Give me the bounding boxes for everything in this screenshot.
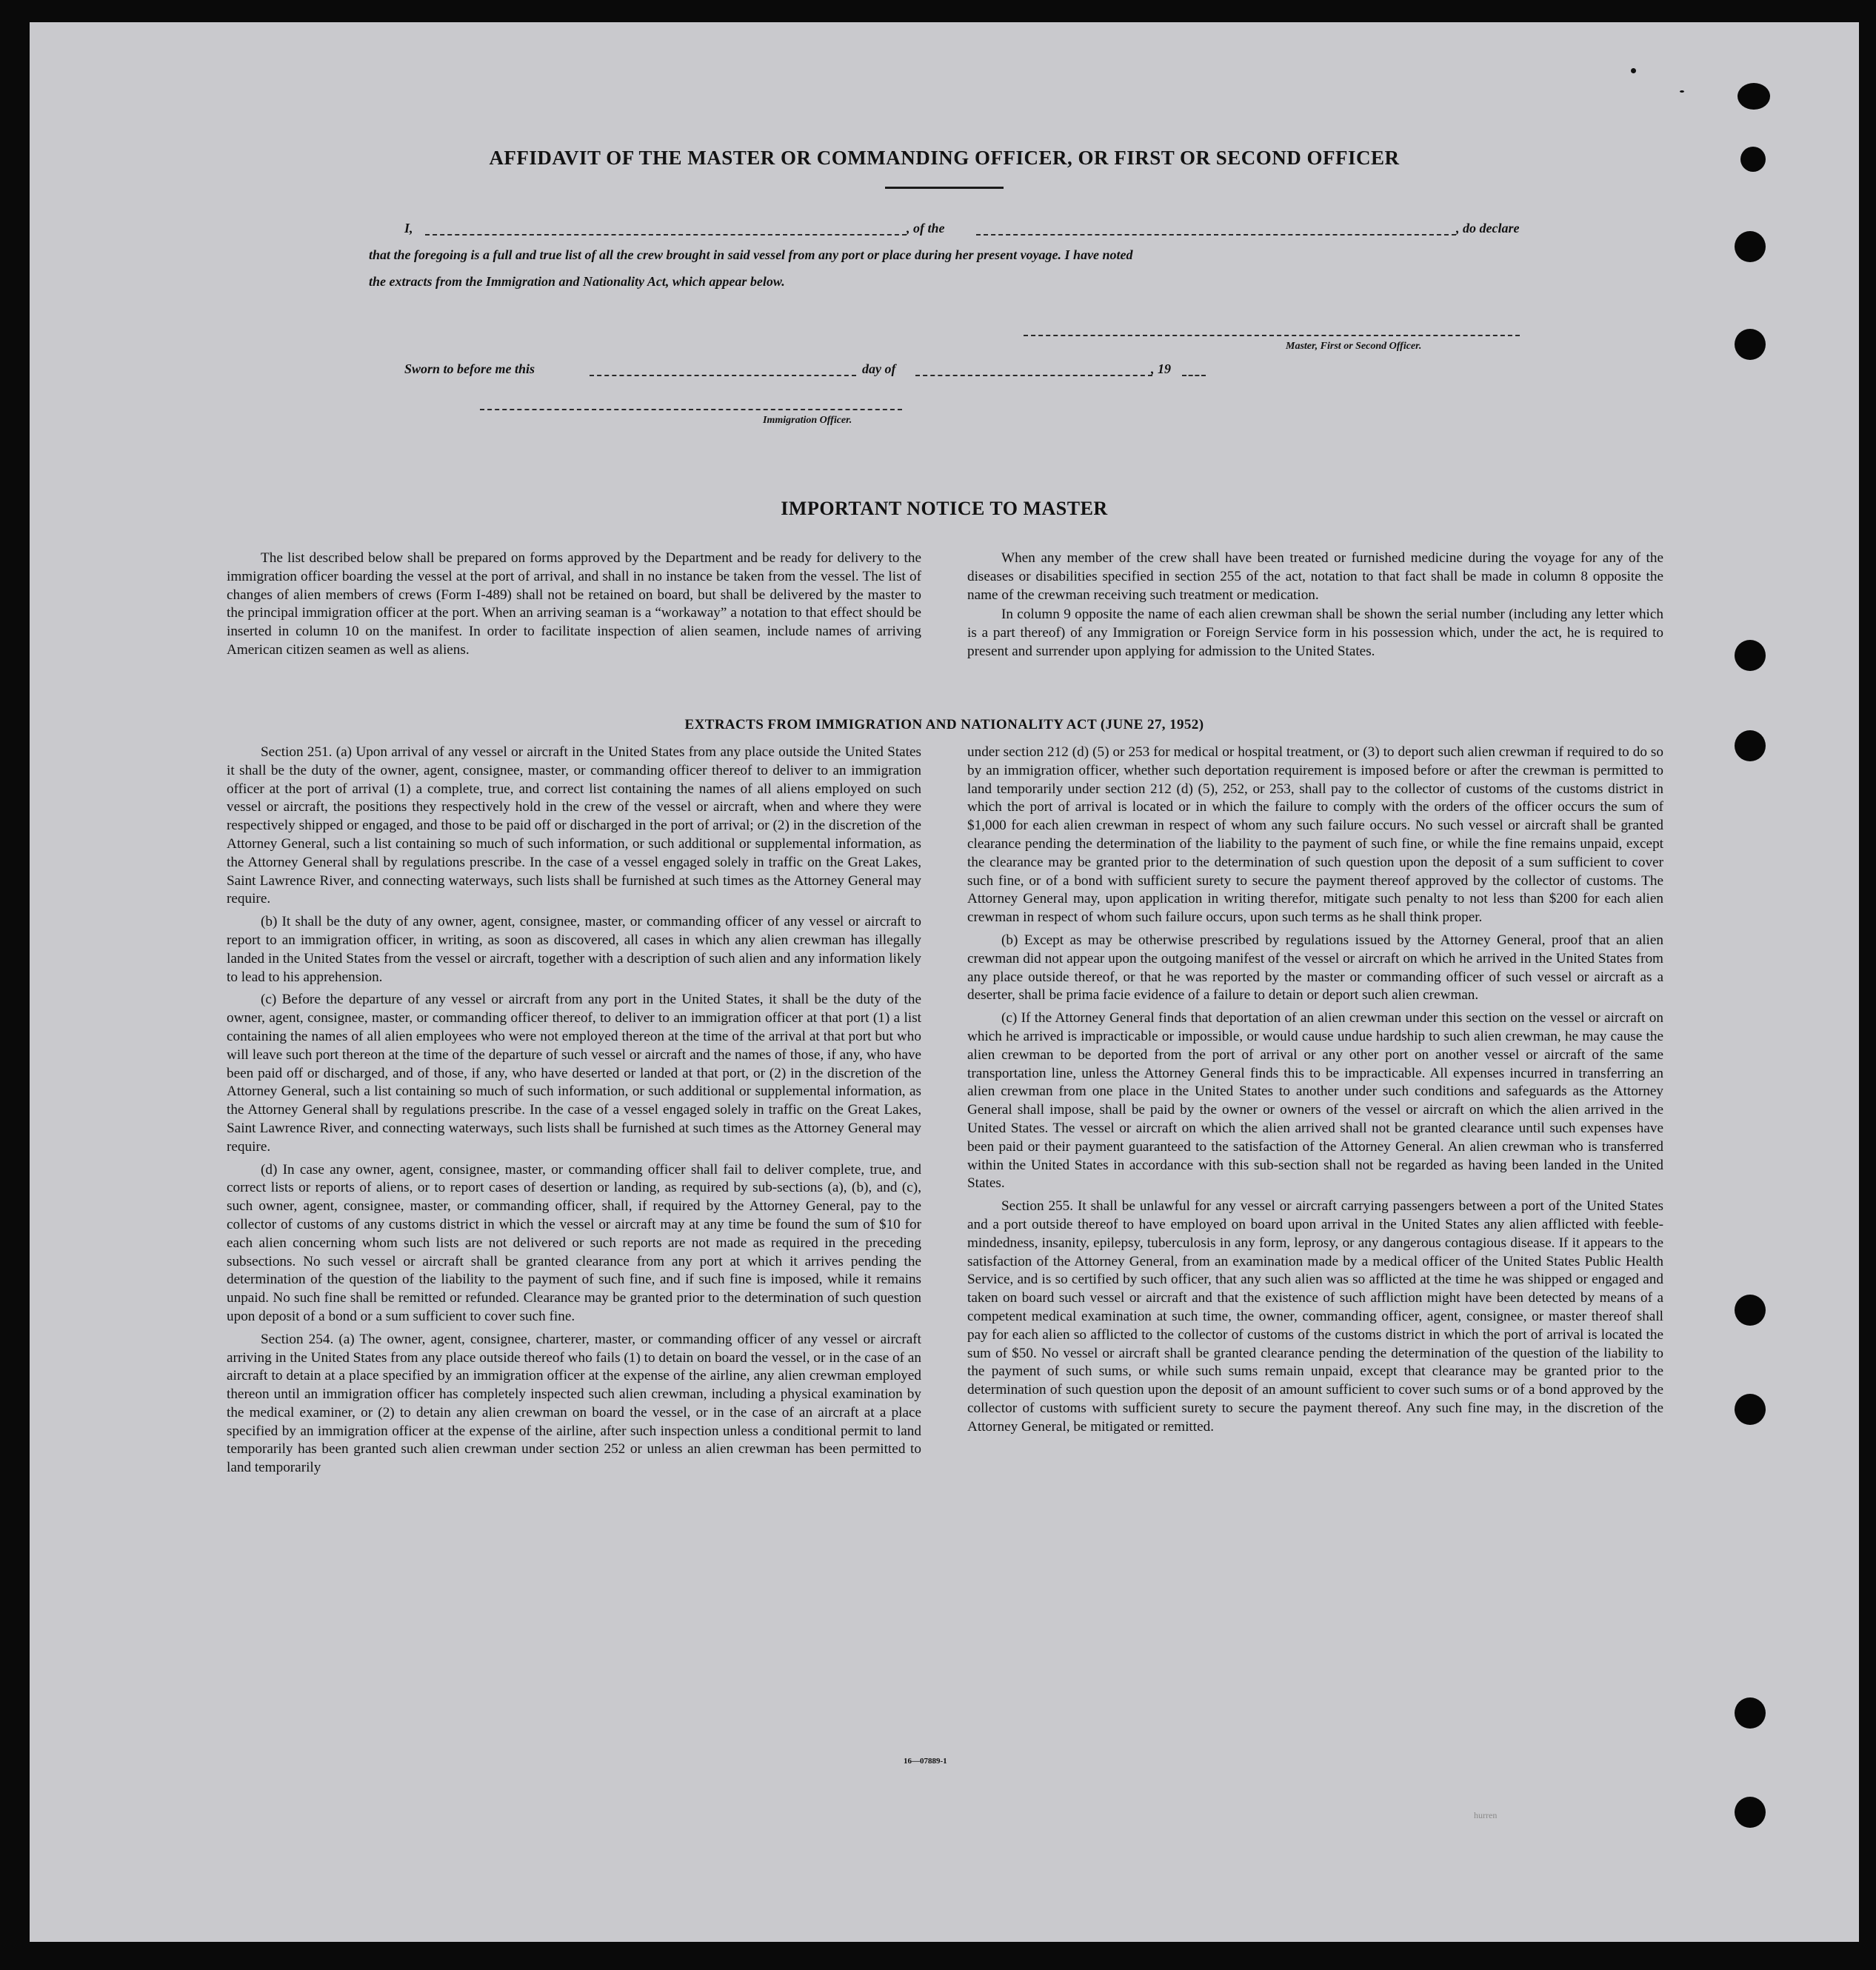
extracts-title: EXTRACTS FROM IMMIGRATION AND NATIONALITY ACT (JUNE 27, 1952) <box>684 717 1204 732</box>
ink-speck <box>1680 90 1684 93</box>
document-page <box>30 22 1859 1942</box>
punch-hole <box>1735 640 1766 671</box>
notice-title: IMPORTANT NOTICE TO MASTER <box>781 498 1108 519</box>
punch-hole <box>1735 1394 1766 1425</box>
affidavit-i-label: I, <box>404 221 413 236</box>
year-blank[interactable] <box>1182 375 1206 376</box>
title-rule <box>885 187 1004 189</box>
punch-hole <box>1738 83 1770 110</box>
act-paragraph: Section 251. (a) Upon arrival of any vessel or aircraft in the United States from any place outside the United States it shall be the duty of the owner, agent, consignee, master, or commanding officer thereof to deliver to an immigration officer at the port of arrival (1) a complete, true, and correct list containing the names of all aliens employed on such vessel or aircraft, the positions they respectively hold in the crew of the vessel or aircraft, when and where they were respectively shipped or engaged, and those to be paid off or discharged in the port of arrival; or (2) in the discretion of the Attorney General, such a list containing so much of such information, or such additional or supplemental information, as the Attorney General shall by regulations prescribe. In the case of a vessel engaged solely in traffic on the Great Lakes, Saint Lawrence River, and connecting waterways, such lists shall be furnished at such times as the Attorney General may require. <box>227 744 921 907</box>
affidavit-statement-line: that the foregoing is a full and true list of all the crew brought in said vessel from any port or place during her present voyage. I have noted <box>369 247 1133 262</box>
master-signature-label: Master, First or Second Officer. <box>1286 341 1422 352</box>
notice-paragraph: The list described below shall be prepared on forms approved by the Department and be ready for delivery to the immigration officer boarding the vessel at the port of arrival, and shall in no instance be taken from the vessel. The list of changes of alien members of crews (Form I-489) shall not be retained on board, but shall be delivered by the master to the principal immigration officer at the port. When an arriving seaman is a “workaway” a notation to that effect should be inserted in column 10 on the manifest. In order to facilitate inspection of alien seamen, include names of arriving American citizen seamen as well as aliens. <box>227 550 921 658</box>
act-paragraph: Section 255. It shall be unlawful for any vessel or aircraft carrying passengers between a port of the United States and a port outside thereof to have employed on board upon arrival in the United States any alien afflicted with feeble-mindedness, insanity, epilepsy, tuberculosis in any form, leprosy, or any dangerous contagious disease. If it appears to the satisfaction of the Attorney General, from an examination made by a medical officer of the United States Public Health Service, and is so certified by such officer, that any such alien was so afflicted at the time he was shipped or engaged and taken on board such vessel or aircraft and that the existence of such affliction might have been detected by means of a competent medical examination at such time, the owner, commanding officer, agent, consignee, or master thereof shall pay for each alien so afflicted to the collector of customs of the customs district in which the port of arrival is located the sum of $50. No vessel or aircraft shall be granted clearance pending the determination of the question of the liability to the payment of such sums, or while such sums remain unpaid, except that clearance may be granted prior to the determination of such question upon the deposit of an amount sufficient to cover such sums or of a bond approved by the collector of customs with sufficient surety to secure the payment thereof. Any such fine may, in the discretion of the Attorney General, be mitigated or remitted. <box>967 1198 1663 1435</box>
ink-speck <box>1631 68 1636 73</box>
extracts-left-column <box>227 744 921 1482</box>
notice-paragraph: When any member of the crew shall have been treated or furnished medicine during the voyage for any of the diseases or disabilities specified in section 255 of the act, notation to that fact shall be made in column 8 opposite the name of the crewman receiving such treatment or medication. <box>967 550 1663 603</box>
punch-hole <box>1735 329 1766 360</box>
act-paragraph: (b) It shall be the duty of any owner, agent, consignee, master, or commanding officer of any vessel or aircraft to report to an immigration officer, in writing, as soon as discovered, all cases in which any alien crewman has illegally landed in the United States from the vessel or aircraft, together with a description of such alien and any information likely to lead to his apprehension. <box>227 914 921 985</box>
act-paragraph: (c) Before the departure of any vessel or aircraft from any port in the United States, it shall be the duty of the owner, agent, consignee, master, or commanding officer thereof, to deliver to an immigration officer at that port (1) a list containing the names of all alien employees who were not employed thereon at the time of the arrival at that port but who will leave such port thereon at the time of the departure of such vessel or aircraft and the names of those, if any, who have been paid off or discharged, and of those, if any, who have deserted or landed at that port, or (2) in the discretion of the Attorney General, such a list containing so much of such information, or such additional or supplemental information, as the Attorney General shall by regulations prescribe. In the case of a vessel engaged solely in traffic on the Great Lakes, Saint Lawrence River, and connecting waterways, such lists shall be furnished at such times as the Attorney General may require. <box>227 992 921 1155</box>
officer-signature-line[interactable] <box>480 409 902 410</box>
act-paragraph: (c) If the Attorney General finds that deportation of an alien crewman under this section on the vessel or aircraft on which he arrived is impracticable or impossible, or would cause undue hardship to such alien crewman, he may cause the alien crewman to be deported from the port of arrival or any other port on another vessel or aircraft of the same transportation line, unless the Attorney General finds this to be impracticable. All expenses incurred in transferring an alien crewman from one place in the United States to another under such conditions and safeguards as the Attorney General shall impose, shall be paid by the owner or owners of the vessel or aircraft on which the alien arrived in the United States. The vessel or aircraft on which the alien arrived shall not be granted clearance until such expenses have been paid or their payment guaranteed to the satisfaction of the Attorney General. An alien crewman who is transferred within the United States in accordance with this sub-section shall not be regarded as having been landed in the United States. <box>967 1010 1663 1192</box>
notice-left-column <box>227 550 921 664</box>
sworn-day-blank[interactable] <box>590 375 856 376</box>
act-paragraph: (d) In case any owner, agent, consignee, master, or commanding officer shall fail to deliver complete, true, and correct lists or reports of aliens, or to report cases of desertion or landing, as required by sub-sections (a), (b), and (c), such owner, agent, consignee, master, or commanding officer, shall, if required by the Attorney General, pay to the collector of customs of any customs district in which the vessel or aircraft may at any time be found the sum of $10 for each alien concerning whom such lists are not delivered or such reports are not made as required in the preceding subsections. No such vessel or aircraft shall be granted clearance from any port at which it arrives pending the determination of the question of the liability to the payment of such fine, and if such fine is imposed, while it remains unpaid. No such fine shall be remitted or refunded. Clearance may be granted prior to the determination of such question upon deposit of a bond or a sum sufficient to cover such fine. <box>227 1161 921 1324</box>
act-paragraph: under section 212 (d) (5) or 253 for medical or hospital treatment, or (3) to deport such alien crewman if required to do so by an immigration officer, whether such deportation requirement is imposed before or after the crewman is permitted to land temporarily under section 212 (d) (5), 252, or 253, shall pay to the collector of customs of the customs district in which the port of arrival is located or in which the failure to comply with the orders of the officer occurs the sum of $1,000 for each alien crewman in respect of whom any such failure occurs. No such vessel or aircraft shall be granted clearance pending the determination of the liability to the payment of such fine, or while the fine remains unpaid, except the clearance may be granted prior to the determination of such question upon the deposit of a sum sufficient to cover such fine, or of a bond with sufficient surety to secure the payment thereof approved by the collector of customs. The Attorney General may, upon application in writing therefor, mitigate such penalty to not less than $200 for each alien crewman in respect of whom such failure occurs, upon such terms as he shall think proper. <box>967 744 1663 926</box>
act-paragraph: (b) Except as may be otherwise prescribed by regulations issued by the Attorney General, proof that an alien crewman did not appear upon the outgoing manifest of the vessel or aircraft on which he arrived in the United States from any place outside thereof, or that he was reported by the master or commanding officer of such vessel or aircraft as a deserter, shall be prima facie evidence of a failure to detain or deport such alien crewman. <box>967 932 1663 1004</box>
name-blank[interactable] <box>425 234 907 236</box>
notice-paragraph: In column 9 opposite the name of each alien crewman shall be shown the serial number (including any letter which is a part thereof) of any Immigration or Foreign Service form in his possession which, under the act, he is required to present and surrender upon applying for admission to the United States. <box>967 607 1663 659</box>
punch-hole <box>1735 1697 1766 1729</box>
punch-hole <box>1735 1797 1766 1828</box>
day-of-label: day of <box>862 361 896 376</box>
affidavit-do-declare-label: , do declare <box>1456 221 1520 236</box>
faint-mark: hurren <box>1474 1810 1498 1820</box>
punch-hole <box>1735 1295 1766 1326</box>
punch-hole <box>1735 730 1766 761</box>
sworn-month-blank[interactable] <box>915 375 1152 376</box>
year-label: , 19 <box>1151 361 1171 376</box>
master-signature-line[interactable] <box>1024 335 1520 336</box>
extracts-right-column <box>967 744 1663 1440</box>
affidavit-title: AFFIDAVIT OF THE MASTER OR COMMANDING OFFICER, OR FIRST OR SECOND OFFICER <box>489 147 1400 169</box>
affidavit-statement-line: the extracts from the Immigration and Nationality Act, which appear below. <box>369 274 785 289</box>
notice-right-column <box>967 550 1663 666</box>
punch-hole <box>1735 231 1766 262</box>
form-number: 16—07889-1 <box>904 1757 947 1766</box>
officer-signature-label: Immigration Officer. <box>763 415 852 426</box>
sworn-label: Sworn to before me this <box>404 361 535 376</box>
act-paragraph: Section 254. (a) The owner, agent, consignee, charterer, master, or commanding officer of any vessel or aircraft arriving in the United States from any place outside thereof who fails (1) to detain on board the vessel, or in the case of an aircraft to detain at a place specified by an immigration officer at the expense of the airline, any alien crewman employed thereon until an immigration officer has completely inspected such alien crewman, including a physical examination by the medical examiner, or (2) to detain any alien crewman on board the vessel, or in the case of an aircraft at a place specified by an immigration officer at the expense of the airline, after such inspection unless a conditional permit to land temporarily has been granted such alien crewman under section 252 or unless an alien crewman has been permitted to land temporarily <box>227 1331 921 1476</box>
vessel-blank[interactable] <box>976 234 1456 236</box>
affidavit-of-the-label: , of the <box>907 221 945 236</box>
